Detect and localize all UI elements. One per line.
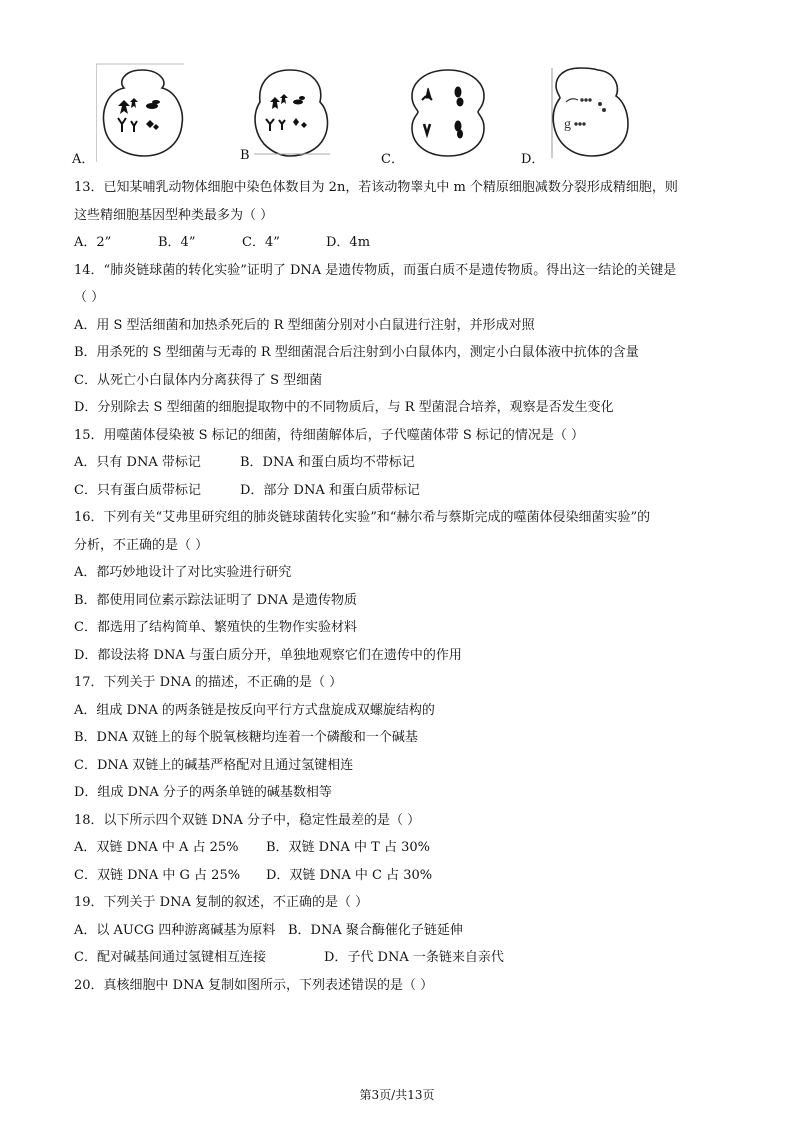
- question-list: [74, 174, 734, 999]
- q15-option-d[interactable]: D．部分 DNA 和蛋白质带标记: [240, 482, 420, 498]
- figure-b-label: B: [240, 148, 250, 163]
- figure-d-label: D．: [521, 152, 545, 167]
- q15-option-b[interactable]: B．DNA 和蛋白质均不带标记: [240, 455, 415, 470]
- q18-options-row1: [74, 834, 734, 862]
- q17-option-b[interactable]: B．DNA 双链上的每个脱氧核糖均连着一个磷酸和一个碱基: [74, 730, 418, 745]
- q18-options-row2: [74, 862, 734, 890]
- q17-option-d[interactable]: D．组成 DNA 分子的两条单链的碱基数相等: [74, 785, 332, 800]
- q13-option-d[interactable]: D．4m: [326, 235, 371, 250]
- q14-option-b[interactable]: B．用杀死的 S 型细菌与无毒的 R 型细菌混合后注射到小白鼠体内，测定小白鼠体液中抗体的含量: [74, 345, 639, 360]
- figure-c-label: C．: [381, 152, 404, 167]
- q19-options-row1: [74, 917, 734, 945]
- figure-c-cell-diagram: [402, 62, 494, 162]
- q17-option-a[interactable]: A．组成 DNA 的两条链是按反向平行方式盘旋成双螺旋结构的: [74, 702, 435, 718]
- q16-stem-line2: 分析，不正确的是（ ）: [74, 537, 209, 553]
- q18-option-a[interactable]: A．双链 DNA 中 A 占 25%: [74, 840, 239, 855]
- q14-option-a[interactable]: A．用 S 型活细菌和加热杀死后的 R 型细菌分别对小白鼠进行注射，并形成对照: [74, 317, 535, 333]
- figure-a-label: A．: [72, 152, 95, 167]
- q16-stem-line1: 16．下列有关“艾弗里研究组的肺炎链球菌转化实验”和“赫尔希与蔡斯完成的噬菌体侵染细菌实验”的: [74, 510, 651, 525]
- q15-options-row2: [74, 477, 734, 505]
- q15-option-a[interactable]: A．只有 DNA 带标记: [74, 455, 201, 470]
- q13-stem-line1: 13．已知某哺乳动物体细胞中染色体数目为 2n，若该动物睾丸中 m 个精原细胞减数分裂形成精细胞，则: [74, 180, 678, 195]
- q13-option-c[interactable]: C．4”: [242, 235, 280, 250]
- q16-option-b[interactable]: B．都使用同位素示踪法证明了 DNA 是遗传物质: [74, 592, 358, 608]
- q13-options: [74, 229, 734, 257]
- q17-option-c[interactable]: C．DNA 双链上的碱基严格配对且通过氢键相连: [74, 757, 354, 773]
- q16-option-a[interactable]: A．都巧妙地设计了对比实验进行研究: [74, 565, 292, 580]
- q14-option-c[interactable]: C．从死亡小白鼠体内分离获得了 S 型细菌: [74, 372, 323, 388]
- q19-option-b[interactable]: B．DNA 聚合酶催化子链延伸: [288, 922, 463, 938]
- q19-stem: 19．下列关于 DNA 复制的叙述，不正确的是（ ）: [74, 895, 369, 910]
- q19-options-row2: [74, 944, 734, 972]
- page-number: 第3页/共13页: [359, 1088, 435, 1102]
- q19-option-d[interactable]: D．子代 DNA 一条链来自亲代: [324, 950, 504, 965]
- q14-stem-line2: （ ）: [74, 290, 105, 305]
- q13-option-a[interactable]: A．2”: [74, 235, 112, 250]
- q18-option-c[interactable]: C．双链 DNA 中 G 占 25%: [74, 867, 241, 883]
- q15-option-c[interactable]: C．只有蛋白质带标记: [74, 482, 201, 498]
- q19-option-c[interactable]: C．配对碱基间通过氢键相互连接: [74, 950, 266, 965]
- figure-a-cell-diagram: [96, 62, 188, 162]
- q13-option-b[interactable]: B．4”: [158, 235, 196, 250]
- q18-stem: 18．以下所示四个双链 DNA 分子中，稳定性最差的是（ ）: [74, 812, 421, 828]
- q14-option-d[interactable]: D．分别除去 S 型细菌的细胞提取物中的不同物质后，与 R 型菌混合培养，观察是否发生变化: [74, 400, 614, 415]
- q18-option-b[interactable]: B．双链 DNA 中 T 占 30%: [266, 840, 430, 855]
- q15-stem: 15．用噬菌体侵染被 S 标记的细菌，待细菌解体后，子代噬菌体带 S 标记的情况是（ ）: [74, 427, 585, 443]
- q15-options-row1: [74, 449, 734, 477]
- svg-text:g: g: [564, 117, 571, 132]
- q14-stem-line1: 14．“肺炎链球菌的转化实验”证明了 DNA 是遗传物质，而蛋白质不是遗传物质。得出这一结论的关键是: [74, 262, 677, 278]
- q13-stem-line2: 这些精细胞基因型种类最多为（ ）: [74, 207, 274, 223]
- q20-stem: 20．真核细胞中 DNA 复制如图所示，下列表述错误的是（ ）: [74, 977, 434, 993]
- figure-d-cell-diagram: [544, 62, 636, 162]
- q16-option-d[interactable]: D．都设法将 DNA 与蛋白质分开，单独地观察它们在遗传中的作用: [74, 647, 462, 663]
- cell-division-figures: [0, 62, 794, 172]
- figure-b-cell-diagram: [244, 62, 336, 162]
- q16-option-c[interactable]: C．都选用了结构简单、繁殖快的生物作实验材料: [74, 620, 357, 635]
- q18-option-d[interactable]: D．双链 DNA 中 C 占 30%: [266, 867, 433, 883]
- q17-stem: 17．下列关于 DNA 的描述，不正确的是（ ）: [74, 675, 343, 690]
- q19-option-a[interactable]: A．以 AUCG 四种游离碱基为原料: [74, 922, 276, 938]
